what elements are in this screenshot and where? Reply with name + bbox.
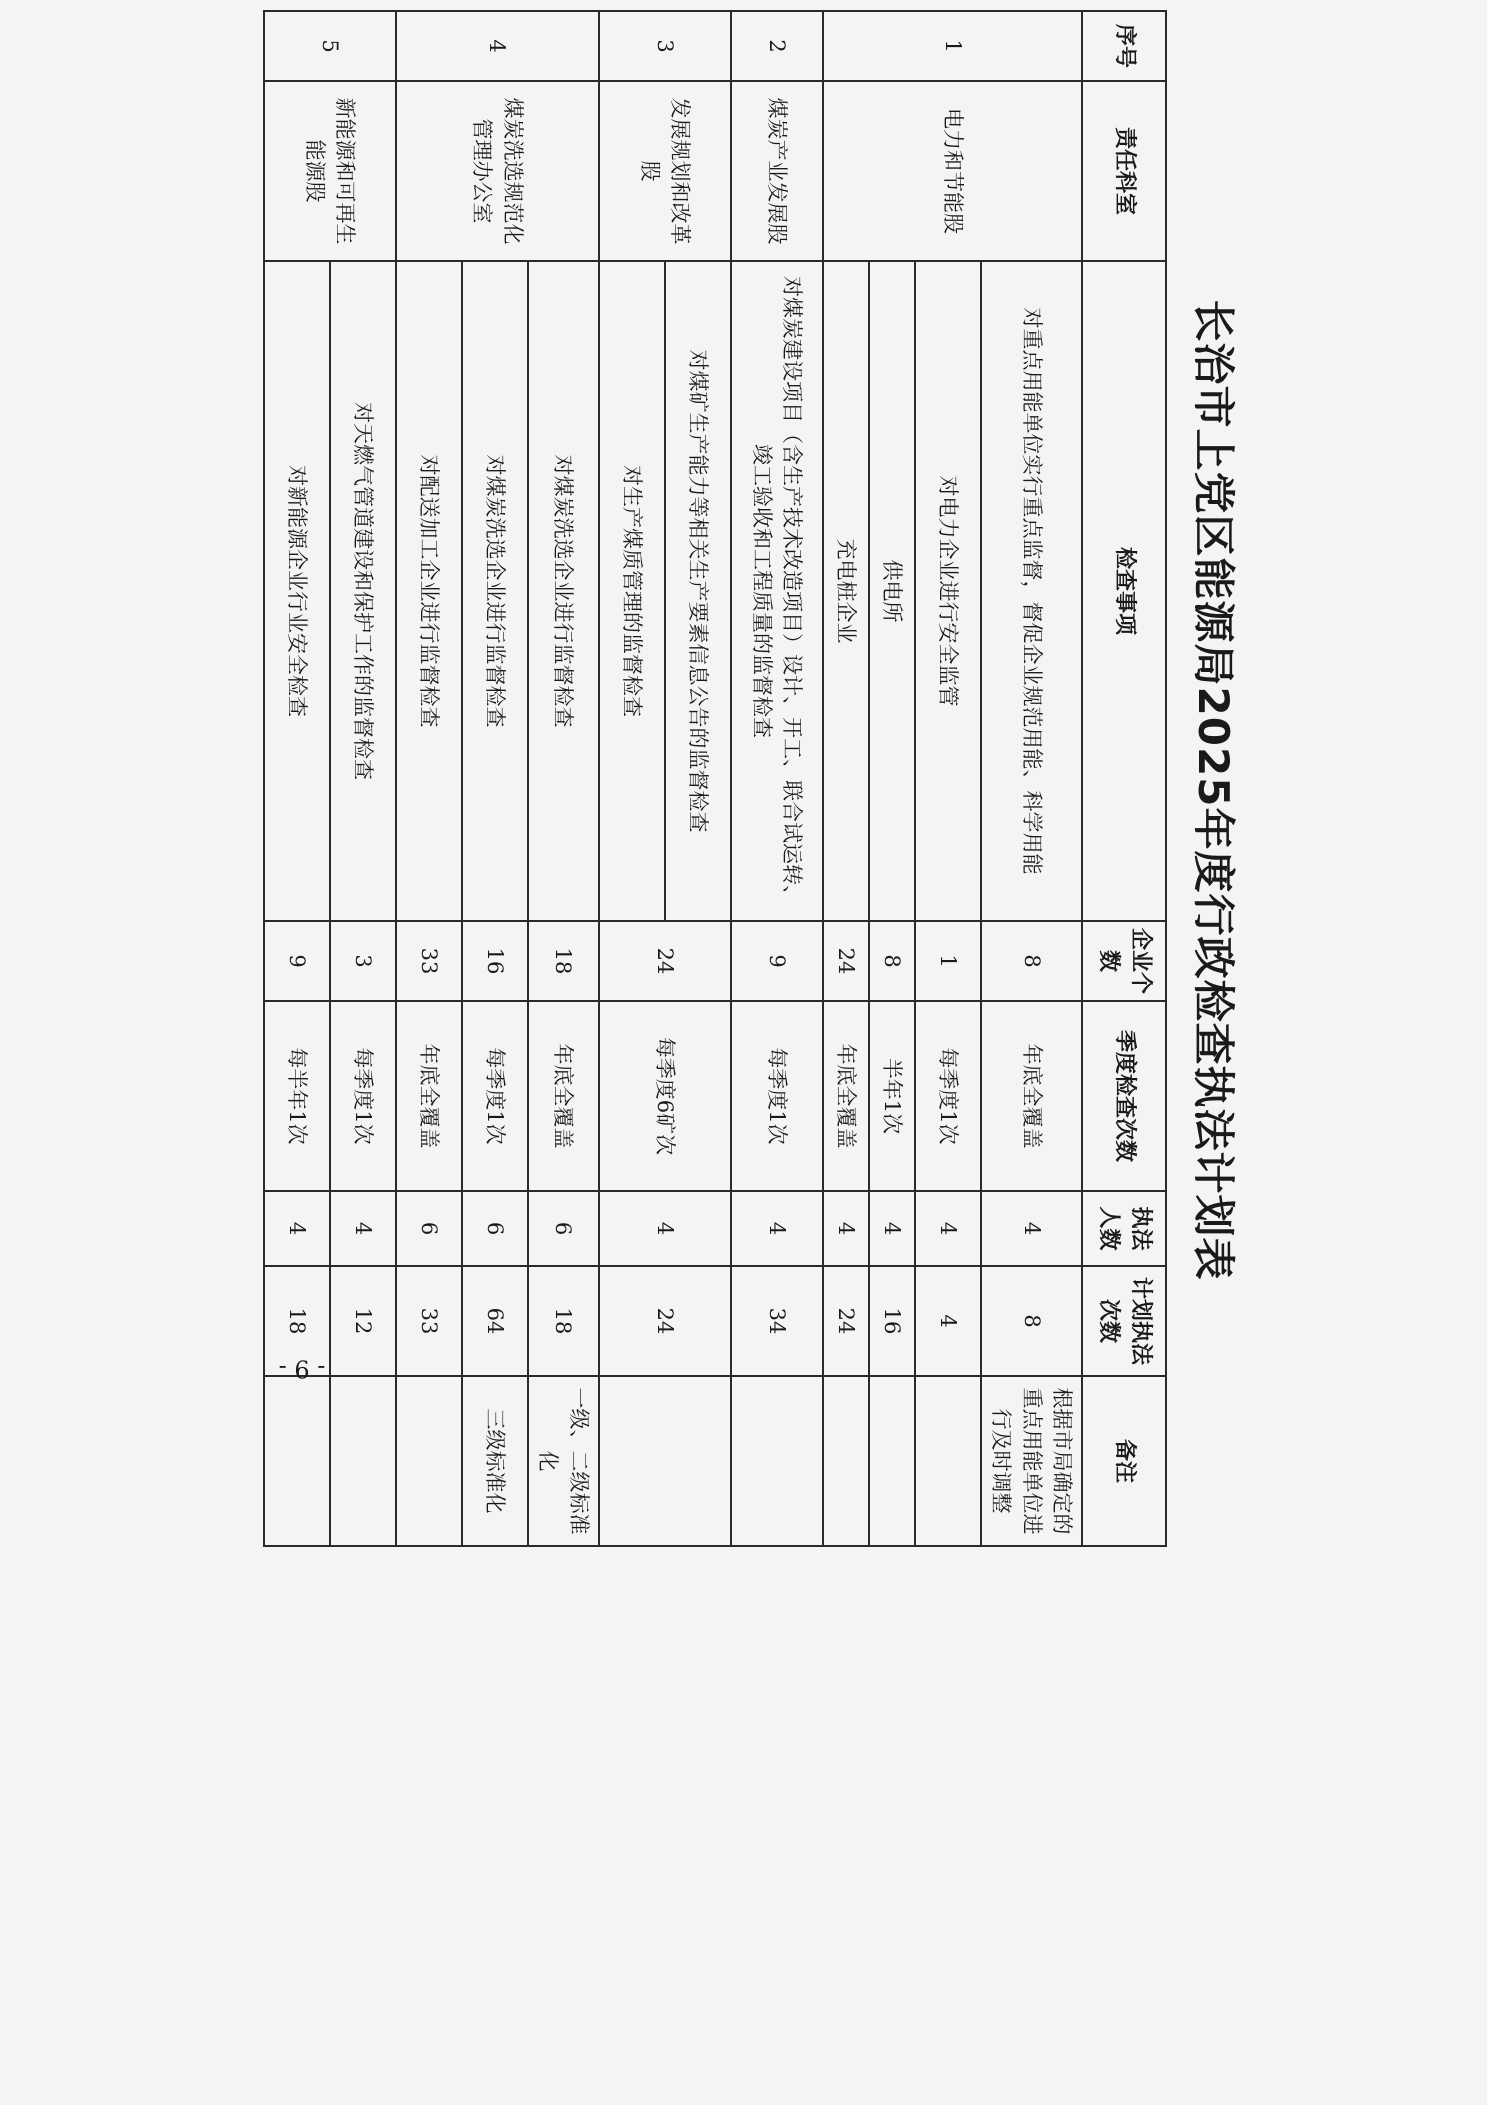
cell-item: 对煤炭洗选企业进行监督检查 xyxy=(528,261,599,921)
cell-item: 对新能源企业行业安全检查 xyxy=(264,261,330,921)
cell-remarks: 一级、二级标准化 xyxy=(528,1376,599,1546)
header-enterprises: 企业个数 xyxy=(1082,921,1166,1001)
cell-department: 电力和节能股 xyxy=(823,81,1082,261)
cell-planned: 4 xyxy=(915,1266,981,1376)
cell-enterprises: 8 xyxy=(869,921,915,1001)
cell-seq: 2 xyxy=(731,11,823,81)
cell-frequency: 年底全覆盖 xyxy=(823,1001,869,1191)
cell-enterprises: 9 xyxy=(264,921,330,1001)
cell-item: 充电桩企业 xyxy=(823,261,869,921)
inspection-plan-table xyxy=(263,10,1167,1547)
cell-enterprises: 33 xyxy=(396,921,462,1001)
cell-frequency: 每季度1次 xyxy=(330,1001,396,1191)
cell-item: 对电力企业进行安全监管 xyxy=(915,261,981,921)
table-row xyxy=(330,11,396,1546)
document-title: 长治市上党区能源局2025年度行政检查执法计划表 xyxy=(1189,299,1238,1281)
cell-frequency: 每季度1次 xyxy=(915,1001,981,1191)
cell-remarks xyxy=(823,1376,869,1546)
cell-staff: 6 xyxy=(396,1191,462,1266)
cell-frequency: 年底全覆盖 xyxy=(528,1001,599,1191)
cell-frequency: 每季度1次 xyxy=(462,1001,528,1191)
cell-department: 新能源和可再生能源股 xyxy=(264,81,396,261)
cell-planned: 64 xyxy=(462,1266,528,1376)
cell-item: 供电所 xyxy=(869,261,915,921)
cell-frequency: 半年1次 xyxy=(869,1001,915,1191)
header-frequency: 季度检查次数 xyxy=(1082,1001,1166,1191)
cell-seq: 5 xyxy=(264,11,396,81)
cell-enterprises: 1 xyxy=(915,921,981,1001)
cell-staff: 4 xyxy=(731,1191,823,1266)
cell-department: 煤炭洗选规范化管理办公室 xyxy=(396,81,599,261)
cell-staff: 4 xyxy=(264,1191,330,1266)
page-number: - 9 - xyxy=(278,1354,326,1383)
table-row xyxy=(665,11,731,1546)
cell-staff: 6 xyxy=(462,1191,528,1266)
cell-staff: 6 xyxy=(528,1191,599,1266)
cell-planned: 24 xyxy=(823,1266,869,1376)
header-staff: 执法人数 xyxy=(1082,1191,1166,1266)
cell-item: 对煤炭建设项目（含生产技术改造项目）设计、开工、联合试运转、竣工验收和工程质量的监督检查 xyxy=(731,261,823,921)
cell-item: 对天燃气管道建设和保护工作的监督检查 xyxy=(330,261,396,921)
cell-remarks xyxy=(731,1376,823,1546)
cell-frequency: 年底全覆盖 xyxy=(981,1001,1082,1191)
table-row xyxy=(981,11,1082,1546)
cell-staff: 4 xyxy=(330,1191,396,1266)
cell-remarks xyxy=(396,1376,462,1546)
cell-frequency: 年底全覆盖 xyxy=(396,1001,462,1191)
cell-item: 对煤矿生产能力等相关生产要素信息公告的监督检查 xyxy=(665,261,731,921)
cell-seq: 4 xyxy=(396,11,599,81)
cell-item: 对生产煤质管理的监督检查 xyxy=(599,261,665,921)
cell-remarks: 三级标准化 xyxy=(462,1376,528,1546)
cell-staff: 4 xyxy=(915,1191,981,1266)
cell-seq: 1 xyxy=(823,11,1082,81)
cell-remarks xyxy=(264,1376,330,1546)
table-row xyxy=(528,11,599,1546)
cell-department: 煤炭产业发展股 xyxy=(731,81,823,261)
cell-planned: 24 xyxy=(599,1266,731,1376)
cell-remarks xyxy=(915,1376,981,1546)
header-department: 责任科室 xyxy=(1082,81,1166,261)
cell-planned: 18 xyxy=(528,1266,599,1376)
cell-frequency: 每季度6矿次 xyxy=(599,1001,731,1191)
cell-enterprises: 24 xyxy=(823,921,869,1001)
cell-department: 发展规划和改革股 xyxy=(599,81,731,261)
header-item: 检查事项 xyxy=(1082,261,1166,921)
cell-staff: 4 xyxy=(869,1191,915,1266)
cell-planned: 8 xyxy=(981,1266,1082,1376)
cell-remarks xyxy=(869,1376,915,1546)
cell-staff: 4 xyxy=(823,1191,869,1266)
cell-planned: 33 xyxy=(396,1266,462,1376)
cell-staff: 4 xyxy=(599,1191,731,1266)
cell-enterprises: 24 xyxy=(599,921,731,1001)
cell-item: 对重点用能单位实行重点监督，督促企业规范用能、科学用能 xyxy=(981,261,1082,921)
cell-frequency: 每季度1次 xyxy=(731,1001,823,1191)
table-row xyxy=(731,11,823,1546)
cell-enterprises: 3 xyxy=(330,921,396,1001)
cell-planned: 18 xyxy=(264,1266,330,1376)
table-header-row xyxy=(1082,11,1166,1546)
cell-item: 对配送加工企业进行监督检查 xyxy=(396,261,462,921)
cell-planned: 12 xyxy=(330,1266,396,1376)
cell-remarks xyxy=(330,1376,396,1546)
rotated-sheet xyxy=(278,10,1301,1570)
header-seq: 序号 xyxy=(1082,11,1166,81)
cell-remarks: 根据市局确定的重点用能单位进行及时调整 xyxy=(981,1376,1082,1546)
cell-enterprises: 18 xyxy=(528,921,599,1001)
cell-enterprises: 8 xyxy=(981,921,1082,1001)
cell-planned: 34 xyxy=(731,1266,823,1376)
header-planned: 计划执法次数 xyxy=(1082,1266,1166,1376)
header-remarks: 备注 xyxy=(1082,1376,1166,1546)
cell-enterprises: 9 xyxy=(731,921,823,1001)
cell-planned: 16 xyxy=(869,1266,915,1376)
cell-frequency: 每半年1次 xyxy=(264,1001,330,1191)
cell-enterprises: 16 xyxy=(462,921,528,1001)
cell-item: 对煤炭洗选企业进行监督检查 xyxy=(462,261,528,921)
cell-seq: 3 xyxy=(599,11,731,81)
cell-remarks xyxy=(599,1376,731,1546)
cell-staff: 4 xyxy=(981,1191,1082,1266)
